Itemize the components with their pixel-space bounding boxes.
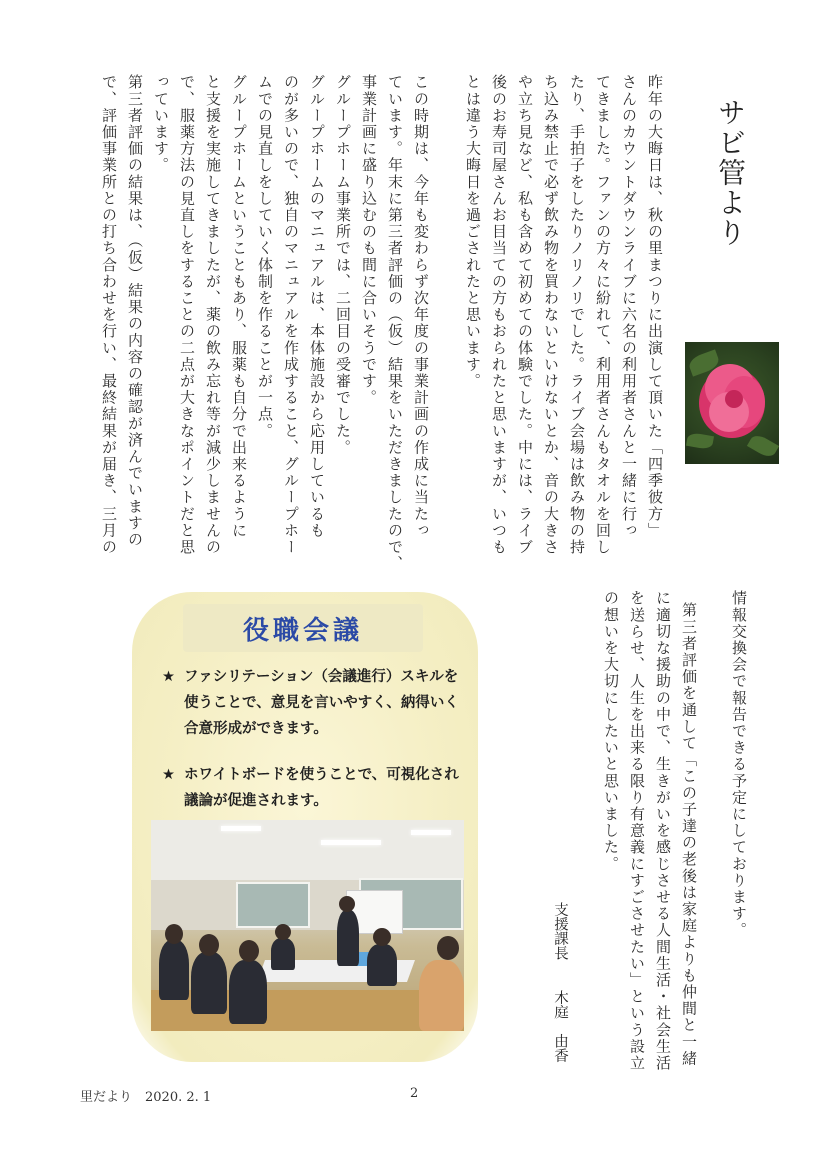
meeting-photo	[151, 820, 464, 1031]
camellia-photo	[685, 342, 779, 464]
text-column: この時期は、今年も変わらず次年度の事業計画の作成に当たっ	[412, 74, 430, 539]
attendee-head	[275, 924, 291, 940]
text-column: ち込み禁止で必ず飲み物を買わないといけないとか、音の大きさ	[542, 74, 560, 556]
attendee	[159, 940, 189, 1000]
text-column: ています。年末に第三者評価の（仮）結果をいただきましたので、	[386, 74, 404, 572]
ceiling-light	[221, 826, 261, 831]
attendee-head	[199, 934, 219, 956]
text-column: のが多いので、独自のマニュアルを作成すること、グループホー	[282, 74, 300, 556]
text-column: 事業計画に盛り込むのも間に合いそうです。	[360, 74, 378, 406]
text-column: たり、手拍子をしたりノリノリでした。ライブ会場は飲み物の持	[568, 74, 586, 556]
text-column: 昨年の大晦日は、秋の里まつりに出演して頂いた「四季彼方」	[646, 74, 664, 539]
text-column: と支援を実施してきましたが、薬の飲み忘れ等が減少しませんの	[204, 74, 222, 556]
bullet-line: 合意形成ができます。	[184, 721, 328, 737]
meeting-heading: 役職会議	[183, 604, 423, 652]
page-title: サビ管より	[714, 98, 747, 248]
text-column: 第三者評価を通して「この子達の老後は家庭よりも仲間と一緒	[680, 602, 698, 1067]
text-column: 後のお寿司屋さんお目当ての方もおられたと思いますが、いつも	[490, 74, 508, 556]
attendee	[229, 960, 267, 1024]
photo-ceiling	[151, 820, 464, 880]
meeting-bullet	[162, 664, 459, 742]
text-column: グループホームのマニュアルは、本体施設から応用しているも	[308, 74, 326, 539]
text-column: の想いを大切にしたいと思いました。	[602, 590, 620, 873]
footer-publication: 里だより 2020. 2. 1	[80, 1090, 212, 1105]
signature-role: 支援課長	[552, 902, 568, 960]
text-column: っています。	[152, 74, 170, 174]
star-icon: ★	[162, 669, 175, 685]
ceiling-light	[321, 840, 381, 845]
attendee-head	[239, 940, 259, 962]
attendee-head	[373, 928, 391, 946]
ceiling-light	[411, 830, 451, 835]
attendee	[271, 938, 295, 970]
text-column: てきました。ファンの方々に紛れて、利用者さんもタオルを回し	[594, 74, 612, 556]
attendee-head	[165, 924, 183, 944]
text-column: で、服薬方法の見直しをすることの二点が大きなポイントだと思	[178, 74, 196, 556]
text-column: ムでの見直しをしていく体制を作ることが一点。	[256, 74, 274, 440]
text-column: とは違う大晦日を過ごされたと思います。	[464, 74, 482, 390]
page-number: 2	[410, 1086, 419, 1101]
text-column: 情報交換会で報告できる予定にしております。	[730, 590, 748, 939]
text-column: グループホーム事業所では、二回目の受審でした。	[334, 74, 352, 456]
bullet-line: ホワイトボードを使うことで、可視化され	[184, 767, 459, 783]
meeting-bullet	[162, 762, 459, 814]
text-column: や立ち見など、私も含めて初めての体験でした。中には、ライブ	[516, 74, 534, 556]
facilitator	[337, 910, 359, 966]
text-column: に適切な援助の中で、生きがいを感じさせる人間生活・社会生活	[654, 590, 672, 1072]
attendee	[367, 944, 397, 986]
text-column: を送らせ、人生を出来る限り有意義にすごさせたい」という設立	[628, 590, 646, 1072]
text-column: 第三者評価の結果は、（仮）結果の内容の確認が済んでいますの	[126, 74, 144, 548]
text-column: で、評価事業所との打ち合わせを行い、最終結果が届き、三月の	[100, 74, 118, 556]
facilitator-head	[339, 896, 355, 912]
attendee-head	[437, 936, 459, 960]
text-column: グループホームということもあり、服薬も自分で出来るように	[230, 74, 248, 539]
attendee	[419, 960, 464, 1031]
attendee	[191, 952, 227, 1014]
bullet-line: ファシリテーション（会議進行）スキルを	[184, 669, 459, 685]
window	[236, 882, 310, 928]
star-icon: ★	[162, 767, 175, 783]
bullet-line: 使うことで、意見を言いやすく、納得いく	[184, 695, 459, 711]
bullet-line: 議論が促進されます。	[184, 793, 328, 809]
text-column: さんのカウントダウンライブに六名の利用者さんと一緒に行っ	[620, 74, 638, 539]
signature-name: 木庭 由香	[552, 990, 568, 1063]
